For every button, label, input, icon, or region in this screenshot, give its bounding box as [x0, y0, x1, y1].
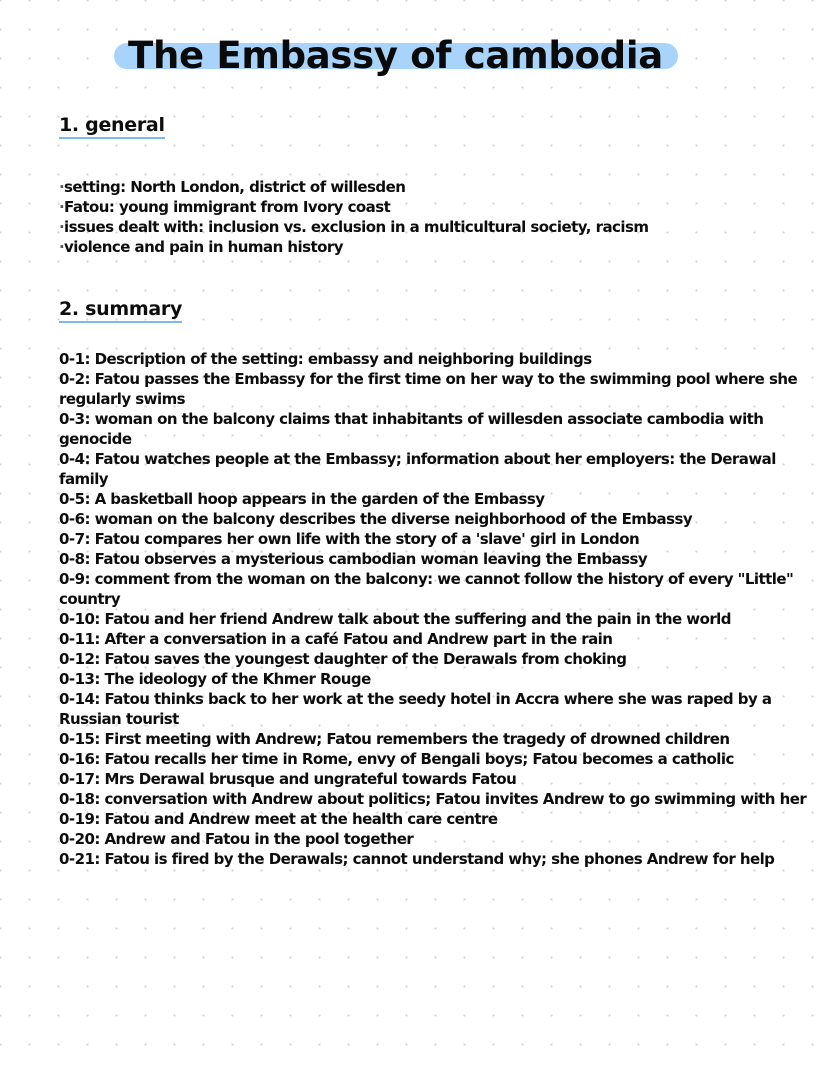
- general-item: [59, 237, 648, 257]
- general-list: [59, 177, 648, 257]
- summary-item: 0-16: Fatou recalls her time in Rome, envy of Bengali boys; Fatou becomes a catholic: [59, 750, 734, 768]
- summary-item: 0-4: Fatou watches people at the Embassy; information about her employers: the Derawal family: [59, 450, 776, 488]
- bullet-dot-icon: ·: [59, 178, 65, 196]
- summary-item: 0-21: Fatou is fired by the Derawals; cannot understand why; she phones Andrew for help: [59, 850, 775, 868]
- page-title: The Embassy of cambodia: [128, 34, 663, 77]
- section-heading-general: 1. general: [59, 113, 165, 139]
- general-item: [59, 197, 648, 217]
- summary-item: 0-1: Description of the setting: embassy and neighboring buildings: [59, 350, 592, 368]
- bullet-dot-icon: ·: [59, 198, 65, 216]
- summary-item: 0-18: conversation with Andrew about politics; Fatou invites Andrew to go swimming with her: [59, 790, 807, 808]
- summary-item: 0-7: Fatou compares her own life with the story of a 'slave' girl in London: [59, 530, 640, 548]
- general-item-text: issues dealt with: inclusion vs. exclusion in a multicultural society, racism: [64, 218, 649, 236]
- summary-item: 0-19: Fatou and Andrew meet at the health care centre: [59, 810, 498, 828]
- summary-item: 0-17: Mrs Derawal brusque and ungrateful towards Fatou: [59, 770, 517, 788]
- summary-item: 0-5: A basketball hoop appears in the garden of the Embassy: [59, 490, 545, 508]
- section-heading-summary: 2. summary: [59, 297, 182, 323]
- summary-item: 0-12: Fatou saves the youngest daughter of the Derawals from choking: [59, 650, 627, 668]
- summary-item: 0-9: comment from the woman on the balcony: we cannot follow the history of every "Little" country: [59, 570, 794, 608]
- bullet-dot-icon: ·: [59, 218, 65, 236]
- title-block: [114, 30, 678, 86]
- general-item-text: Fatou: young immigrant from Ivory coast: [64, 198, 391, 216]
- general-item: [59, 217, 648, 237]
- summary-item: 0-11: After a conversation in a café Fatou and Andrew part in the rain: [59, 630, 613, 648]
- general-item: [59, 177, 648, 197]
- summary-item: 0-20: Andrew and Fatou in the pool together: [59, 830, 414, 848]
- summary-item: 0-8: Fatou observes a mysterious cambodian woman leaving the Embassy: [59, 550, 648, 568]
- bullet-dot-icon: ·: [59, 238, 65, 256]
- summary-item: 0-10: Fatou and her friend Andrew talk about the suffering and the pain in the world: [59, 610, 731, 628]
- summary-item: 0-14: Fatou thinks back to her work at the seedy hotel in Accra where she was raped by a Russian tourist: [59, 690, 772, 728]
- general-item-text: setting: North London, district of willesden: [64, 178, 406, 196]
- general-item-text: violence and pain in human history: [64, 238, 343, 256]
- summary-item: 0-2: Fatou passes the Embassy for the first time on her way to the swimming pool where she regularly swims: [59, 370, 798, 408]
- summary-item: 0-3: woman on the balcony claims that inhabitants of willesden associate cambodia with genocide: [59, 410, 764, 448]
- summary-list: [59, 349, 819, 869]
- summary-item: 0-13: The ideology of the Khmer Rouge: [59, 670, 371, 688]
- summary-item: 0-15: First meeting with Andrew; Fatou remembers the tragedy of drowned children: [59, 730, 730, 748]
- summary-item: 0-6: woman on the balcony describes the diverse neighborhood of the Embassy: [59, 510, 693, 528]
